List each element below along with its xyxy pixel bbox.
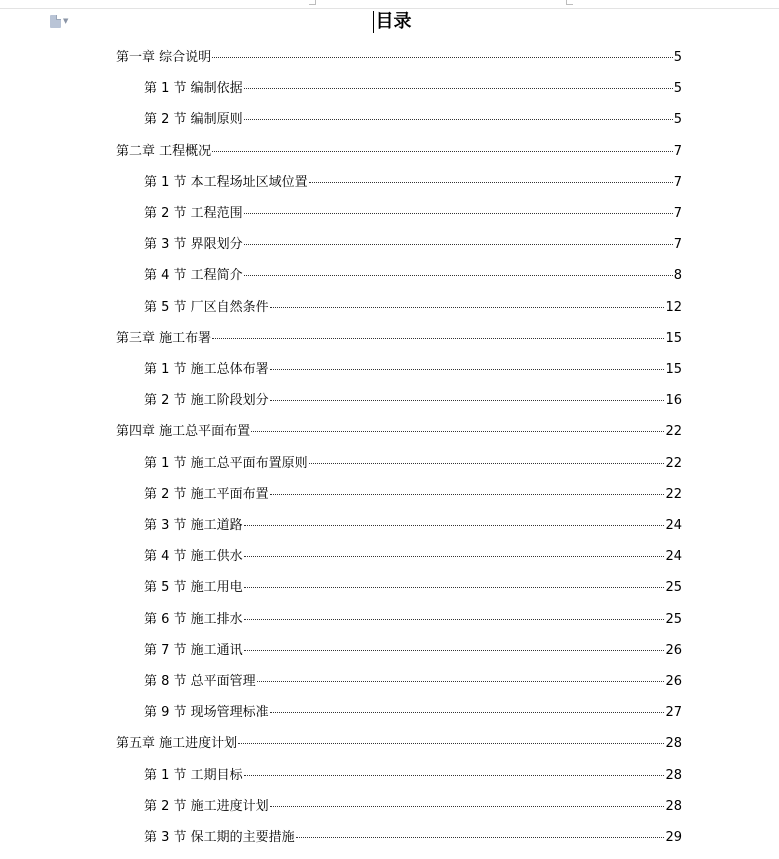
toc-entry-label: 第 1 节 编制依据	[144, 81, 243, 96]
toc-entry-label: 第三章 施工布署	[116, 331, 212, 346]
toc-entry-label: 第 8 节 总平面管理	[144, 674, 256, 689]
toc-entry-page: 7	[673, 144, 682, 159]
toc-leader-dots	[270, 494, 665, 495]
toc-section-entry[interactable]	[144, 361, 682, 379]
toc-leader-dots	[238, 743, 664, 744]
toc-section-entry[interactable]	[144, 798, 682, 816]
toc-leader-dots	[251, 431, 664, 432]
toc-leader-dots	[309, 182, 673, 183]
toc-title[interactable]	[376, 9, 412, 35]
toc-leader-dots	[244, 244, 673, 245]
toc-entry-page: 24	[665, 518, 682, 533]
margin-corner-right	[566, 0, 573, 5]
toc-leader-dots	[244, 556, 665, 557]
toc-section-entry[interactable]	[144, 236, 682, 254]
toc-leader-dots	[212, 57, 673, 58]
toc-entry-page: 15	[665, 362, 682, 377]
toc-section-entry[interactable]	[144, 299, 682, 317]
toc-entry-page: 28	[665, 799, 682, 814]
toc-entry-label: 第 7 节 施工通讯	[144, 643, 243, 658]
toc-section-entry[interactable]	[144, 579, 682, 597]
toc-entry-label: 第 1 节 施工总平面布置原则	[144, 456, 308, 471]
toc-title-text: 目录	[375, 11, 412, 32]
toc-leader-dots	[244, 119, 673, 120]
toc-section-entry[interactable]	[144, 267, 682, 285]
toc-entry-label: 第 2 节 施工进度计划	[144, 799, 269, 814]
toc-leader-dots	[244, 213, 673, 214]
dropdown-caret-icon: ▼	[63, 16, 69, 25]
toc-leader-dots	[244, 525, 665, 526]
toc-section-entry[interactable]	[144, 704, 682, 722]
title-row	[0, 9, 779, 35]
toc-entry-page: 5	[673, 50, 682, 65]
toc-entry-page: 29	[665, 830, 682, 845]
toc-entry-label: 第 4 节 工程简介	[144, 268, 243, 283]
margin-corner-left	[309, 0, 316, 5]
toc-entry-label: 第四章 施工总平面布置	[116, 424, 251, 439]
toc-leader-dots	[270, 307, 665, 308]
toc-leader-dots	[296, 837, 665, 838]
toc-chapter-entry[interactable]	[116, 49, 682, 67]
toc-entry-page: 5	[673, 81, 682, 96]
toc-section-entry[interactable]	[144, 80, 682, 98]
toc-entry-page: 24	[665, 549, 682, 564]
toc-leader-dots	[212, 151, 673, 152]
toc-entry-label: 第 2 节 工程范围	[144, 206, 243, 221]
toc-section-entry[interactable]	[144, 829, 682, 847]
toc-leader-dots	[244, 587, 665, 588]
toc-leader-dots	[244, 619, 665, 620]
toc-chapter-entry[interactable]	[116, 330, 682, 348]
text-cursor	[373, 11, 375, 33]
toc-section-entry[interactable]	[144, 673, 682, 691]
toc-section-entry[interactable]	[144, 611, 682, 629]
toc-leader-dots	[309, 463, 665, 464]
toc-entry-label: 第二章 工程概况	[116, 144, 212, 159]
toc-leader-dots	[270, 806, 665, 807]
toc-entry-page: 27	[665, 705, 682, 720]
toc-entry-page: 22	[665, 487, 682, 502]
toc-entry-page: 7	[673, 206, 682, 221]
toc-section-entry[interactable]	[144, 174, 682, 192]
toc-entry-page: 28	[665, 736, 682, 751]
toc-leader-dots	[244, 275, 673, 276]
toc-entry-page: 15	[665, 331, 682, 346]
toc-section-entry[interactable]	[144, 517, 682, 535]
toc-entry-label: 第 3 节 界限划分	[144, 237, 243, 252]
toc-entry-label: 第 3 节 施工道路	[144, 518, 243, 533]
toc-entry-page: 8	[673, 268, 682, 283]
toc-leader-dots	[244, 775, 665, 776]
toc-section-entry[interactable]	[144, 486, 682, 504]
toc-entry-page: 25	[665, 612, 682, 627]
toc-entry-page: 26	[665, 643, 682, 658]
toc-section-entry[interactable]	[144, 205, 682, 223]
toc-leader-dots	[212, 338, 664, 339]
toc-entry-label: 第 2 节 施工阶段划分	[144, 393, 269, 408]
toc-entry-label: 第五章 施工进度计划	[116, 736, 238, 751]
toc-section-entry[interactable]	[144, 548, 682, 566]
toc-entry-page: 28	[665, 768, 682, 783]
toc-section-entry[interactable]	[144, 111, 682, 129]
toc-leader-dots	[244, 88, 673, 89]
toc-entry-label: 第 2 节 编制原则	[144, 112, 243, 127]
toc-section-entry[interactable]	[144, 455, 682, 473]
toc-section-entry[interactable]	[144, 642, 682, 660]
toc-section-entry[interactable]	[144, 392, 682, 410]
toc-leader-dots	[244, 650, 665, 651]
toc-entry-label: 第 9 节 现场管理标准	[144, 705, 269, 720]
toc-entry-label: 第 6 节 施工排水	[144, 612, 243, 627]
toc-entry-label: 第 3 节 保工期的主要措施	[144, 830, 295, 845]
toc-entry-page: 12	[665, 300, 682, 315]
toc-entry-label: 第 4 节 施工供水	[144, 549, 243, 564]
toc-chapter-entry[interactable]	[116, 423, 682, 441]
toc-entry-page: 16	[665, 393, 682, 408]
toc-entry-page: 7	[673, 237, 682, 252]
toc-entry-page: 26	[665, 674, 682, 689]
toc-entry-page: 25	[665, 580, 682, 595]
toc-section-entry[interactable]	[144, 767, 682, 785]
toc-leader-dots	[257, 681, 665, 682]
toc-entry-page: 7	[673, 175, 682, 190]
toc-entry-label: 第一章 综合说明	[116, 50, 212, 65]
toc-entry-label: 第 1 节 工期目标	[144, 768, 243, 783]
toc-entry-page: 22	[665, 424, 682, 439]
toc-entry-label: 第 2 节 施工平面布置	[144, 487, 269, 502]
toc-chapter-entry[interactable]	[116, 735, 682, 753]
toc-leader-dots	[270, 400, 665, 401]
toc-entry-label: 第 5 节 施工用电	[144, 580, 243, 595]
toc-leader-dots	[270, 369, 665, 370]
toc-chapter-entry[interactable]	[116, 143, 682, 161]
toc-leader-dots	[270, 712, 665, 713]
toc-entry-label: 第 1 节 施工总体布署	[144, 362, 269, 377]
toc-entry-page: 5	[673, 112, 682, 127]
toc-entry-label: 第 1 节 本工程场址区域位置	[144, 175, 308, 190]
toc-entry-label: 第 5 节 厂区自然条件	[144, 300, 269, 315]
toc-entry-page: 22	[665, 456, 682, 471]
